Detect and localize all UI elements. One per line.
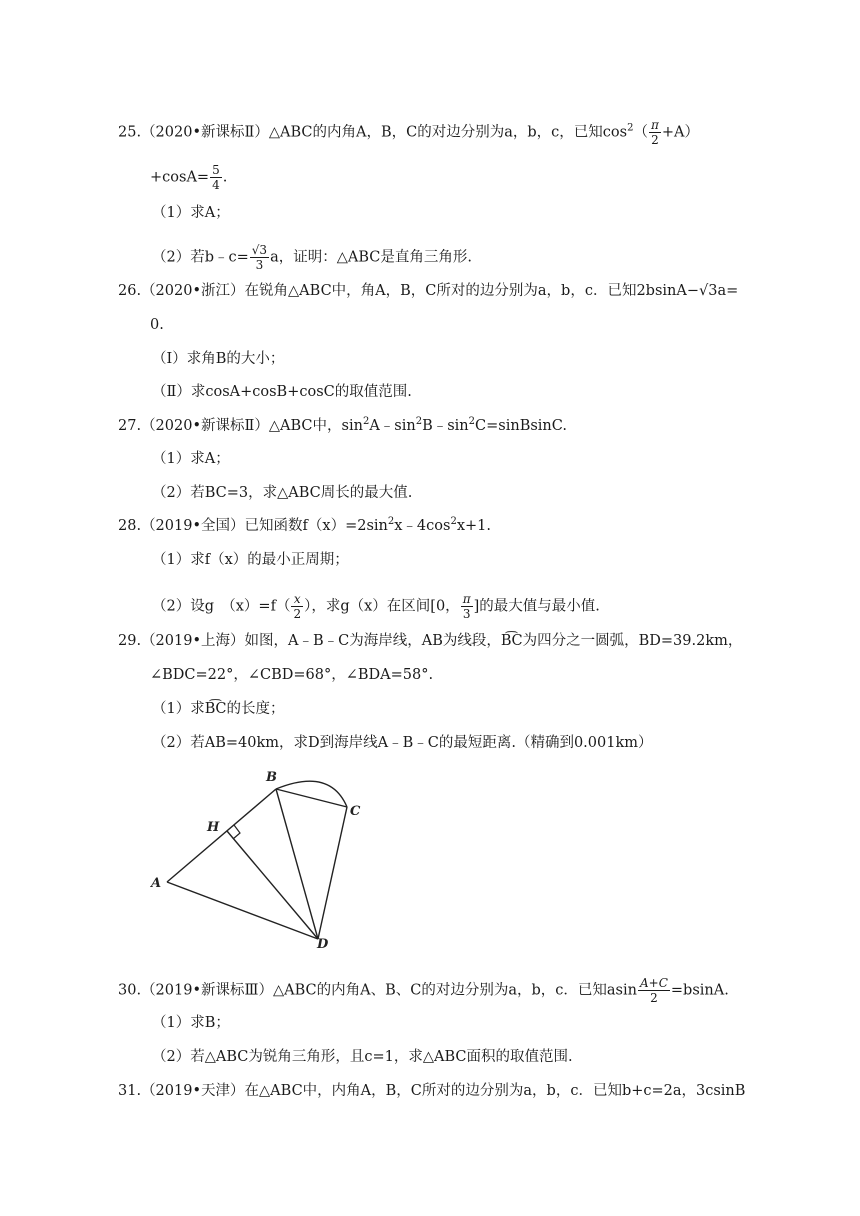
problem-27-part-2: （2）若BC=3，求△ABC周长的最大值. [152,485,413,501]
label-a: A [151,876,162,891]
problem-27-stem: 27.（2020•新课标Ⅱ）△ABC中，$\sin^2A﹣\sin^2B﹣\sin^2C=sinBsinC$. [118,416,567,434]
problem-29-part-1: （1）求B͡C的长度； [152,701,285,717]
problem-28-part-1: （1）求f（x）的最小正周期； [152,552,349,568]
problem-30-part-1: （1）求B； [152,1015,230,1031]
segment-ab [167,789,276,882]
problem-26-stem: 26.（2020•浙江）在锐角△ABC中，角A，B，C所对的边分别为a，b，c．已知2bsinA−√3a= [118,283,739,299]
problem-30-stem: 30.（2019•新课标Ⅲ）△ABC的内角A、B、C的对边分别为a，b，c．已知asin $\frac{A+C}{2}$ =bsinA. [118,976,729,1005]
problem-25-part-2: （2）若b﹣c= $\frac{√3}{3}$ a，证明：△ABC是直角三角形. [152,243,472,272]
segment-hd [227,831,318,939]
problem-26-part-1: （Ⅰ）求角B的大小； [152,351,285,367]
label-b: B [266,770,277,785]
fraction: $\frac{A+C}{2}$ [639,976,668,1005]
fraction: $\frac{x}{2}$ [293,592,302,621]
problem-26-part-2: （Ⅱ）求cosA+cosB+cosC的取值范围. [152,384,412,400]
right-angle-mark [233,825,240,839]
problem-25-part-1: （1）求A； [152,205,230,221]
problem-29-stem-cont: ∠BDC=22°，∠CBD=68°，∠BDA=58°. [150,667,434,683]
problem-30-part-2: （2）若△ABC为锐角三角形，且c=1，求△ABC面积的取值范围. [152,1049,573,1065]
segment-cd [318,807,347,939]
problem-27-part-1: （1）求A； [152,451,230,467]
label-h: H [207,820,220,835]
fraction: $\frac{\pi}{2}$ [650,118,659,147]
problem-28-stem: 28.（2019•全国）已知函数$f(x)=2\sin^2x﹣4\cos^2x+1$. [118,516,491,534]
label-c: C [350,804,361,819]
coastline-diagram [145,765,385,955]
problem-29-part-2: （2）若AB=40km，求D到海岸线A﹣B﹣C的最短距离.（精确到0.001km） [152,735,653,751]
problem-28-part-2: （2）设g （x）=f（ $\frac{x}{2}$ ），求g（x）在区间[0， $\frac{\pi}{3}$ ]的最大值与最小值. [152,592,600,621]
label-d: D [317,937,329,952]
fraction: $\frac{√3}{3}$ [251,243,268,272]
problem-25-stem: 25.（2020•新课标Ⅱ）△ABC的内角A，B，C的对边分别为a，b，c，已知$\cos^2$（ $\frac{\pi}{2}$ +A） [118,118,699,147]
segment-bd [276,789,318,939]
problem-26-stem-cont: 0. [150,317,164,333]
segment-ad [167,882,318,939]
problem-31-stem: 31.（2019•天津）在△ABC中，内角A，B，C所对的边分别为a，b，c．已知b+c=2a，3csinB [118,1083,746,1099]
fraction: $\frac{5}{4}$ [212,163,220,192]
problem-29-stem: 29.（2019•上海）如图，A﹣B﹣C为海岸线，AB为线段，B͡C为四分之一圆弧，BD=39.2km， [118,633,743,649]
fraction: $\frac{\pi}{3}$ [462,592,471,621]
problem-25-stem-cont: +cosA= $\frac{5}{4}$ . [150,163,228,192]
arc-bc [276,781,347,807]
